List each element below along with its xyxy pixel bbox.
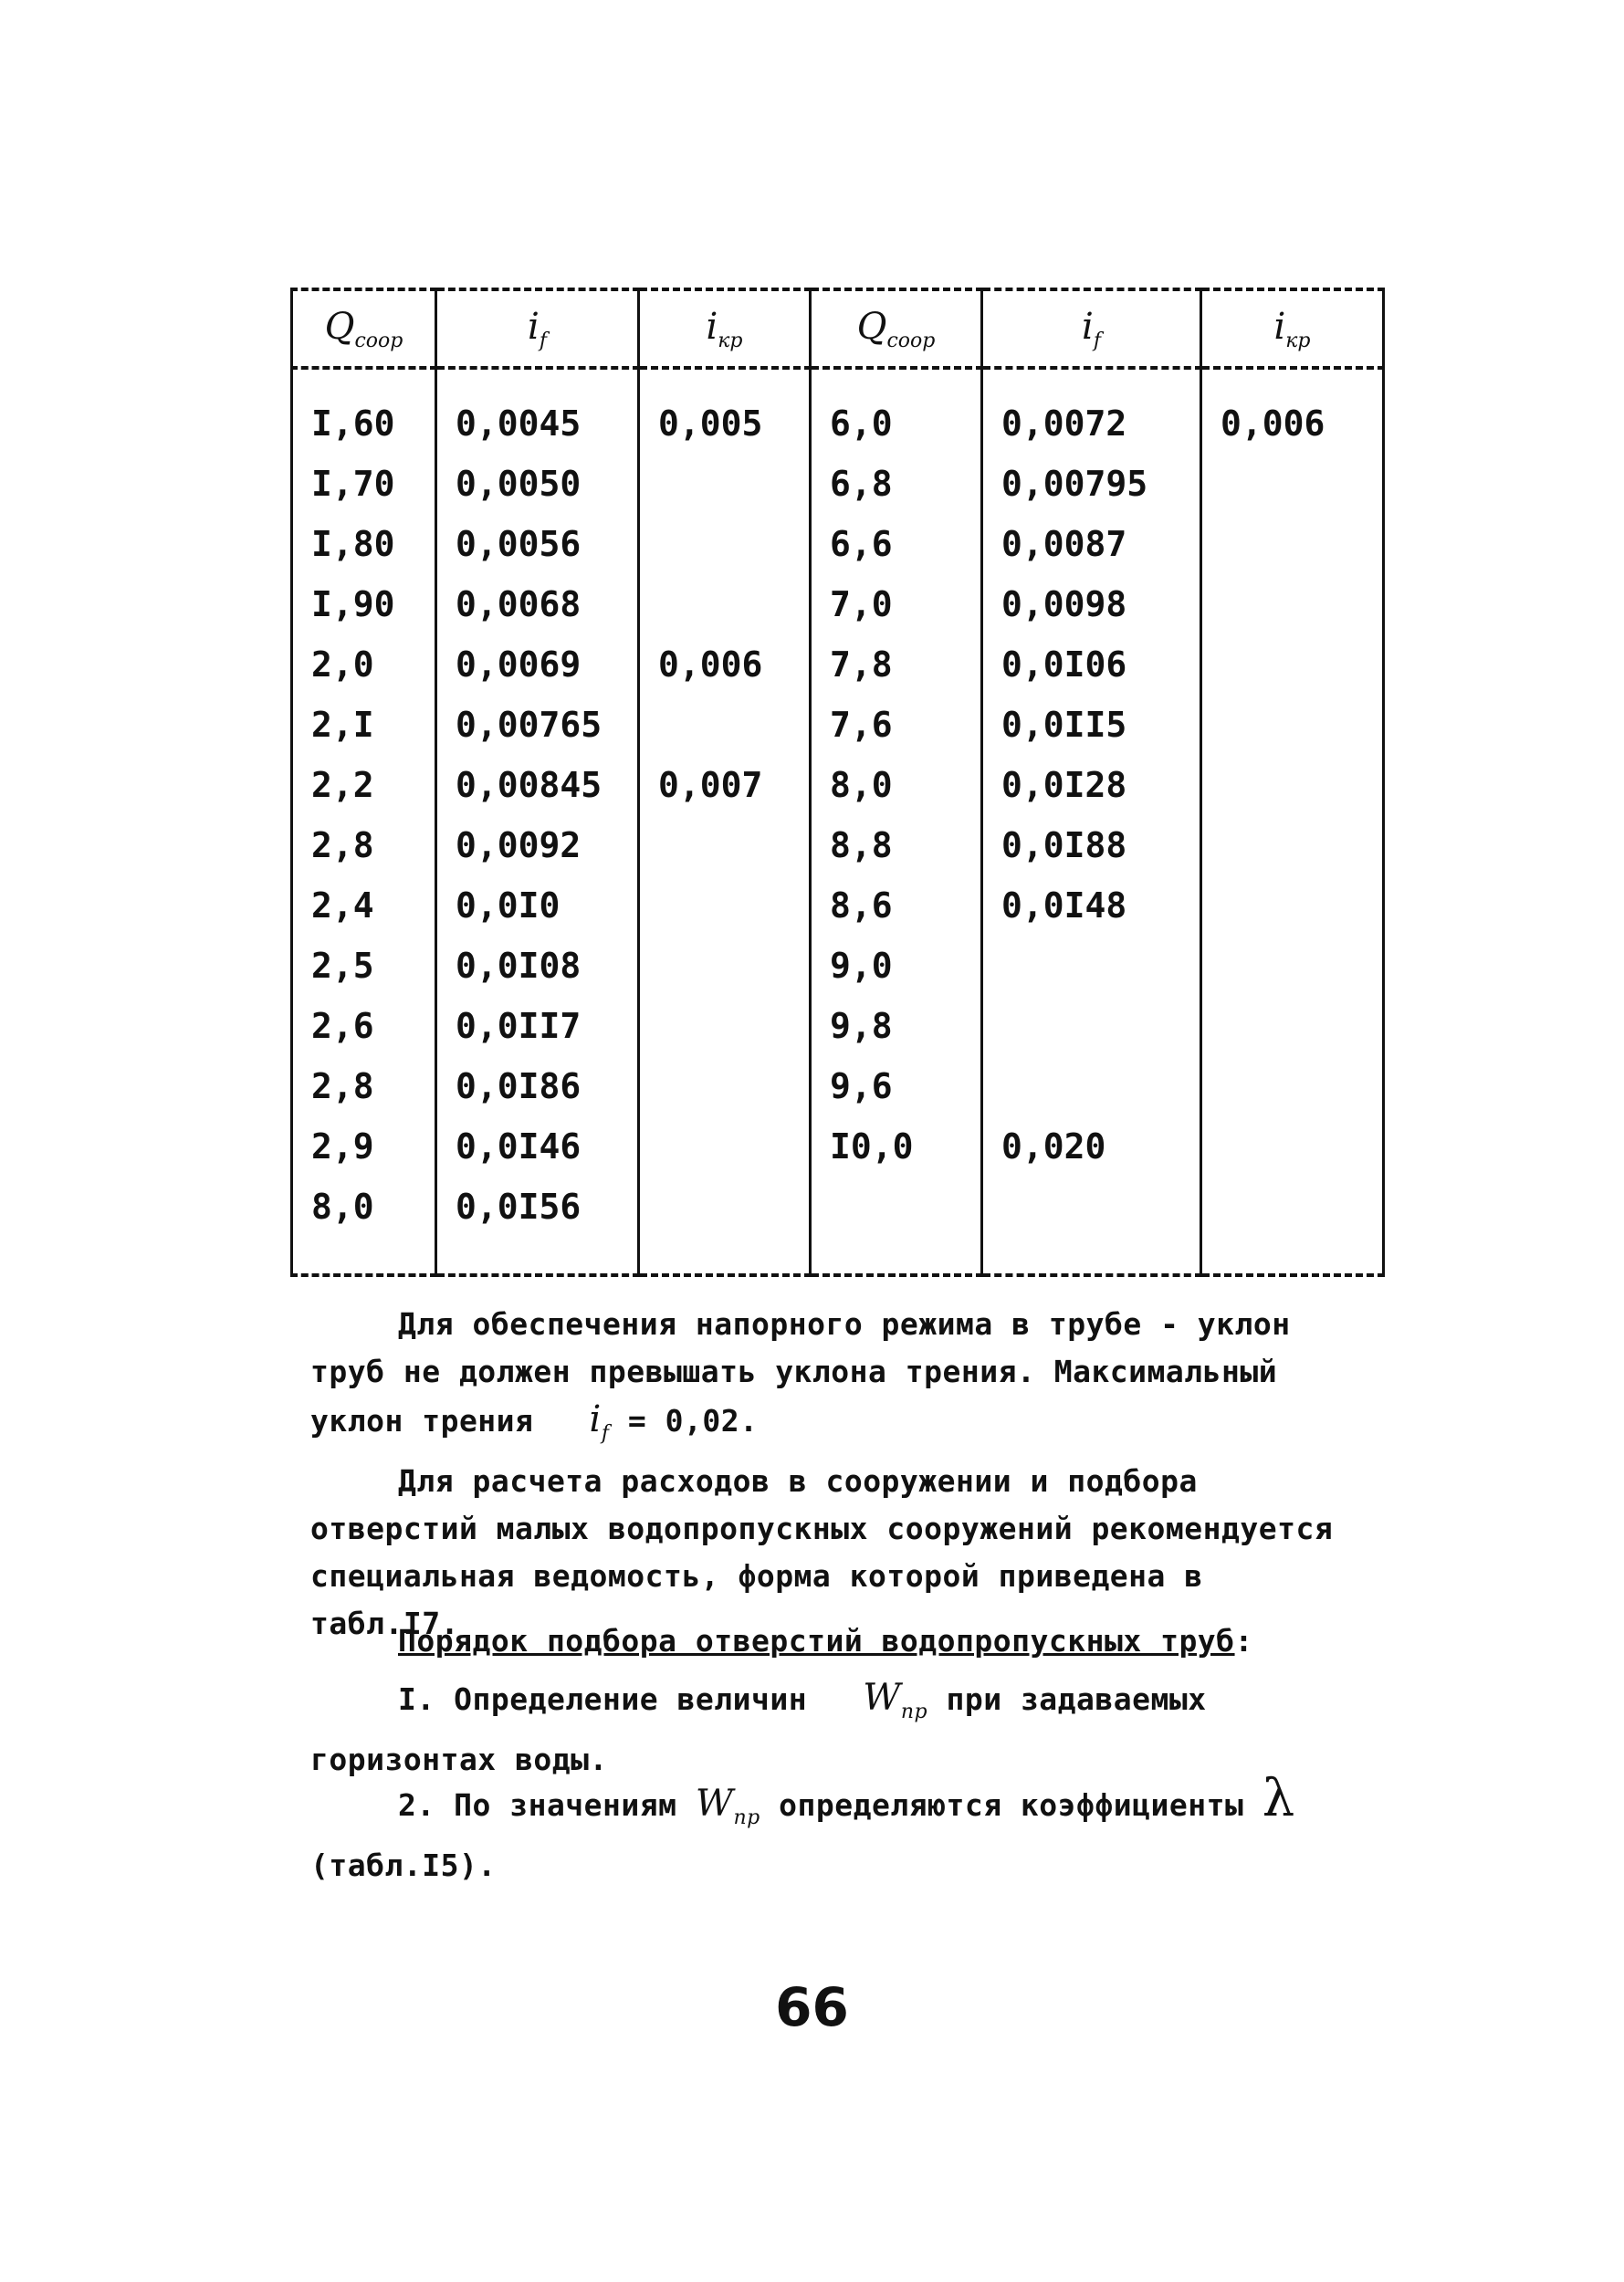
table-cell xyxy=(982,996,1201,1056)
table-cell: 8,0 xyxy=(811,755,982,815)
table-cell: 6,0 xyxy=(811,368,982,454)
table-cell xyxy=(1201,996,1384,1056)
w-symbol: $W_{пр}$ xyxy=(863,1677,928,1723)
table-cell xyxy=(1201,634,1384,695)
table-cell xyxy=(639,514,811,574)
table-cell xyxy=(1201,574,1384,634)
step-text: (табл.I5). xyxy=(310,1848,497,1883)
page-number: 66 xyxy=(775,1976,849,2038)
table-cell: 2,8 xyxy=(292,815,436,875)
table-cell: 0,0I56 xyxy=(436,1177,639,1237)
table-cell: 2,4 xyxy=(292,875,436,936)
table-cell: 0,0II5 xyxy=(982,695,1201,755)
table-cell xyxy=(639,1116,811,1177)
table-cell: 7,8 xyxy=(811,634,982,695)
friction-slope-symbol: $i_f$ xyxy=(589,1398,610,1445)
table-cell: 0,0I06 xyxy=(982,634,1201,695)
table-cell xyxy=(982,1177,1201,1237)
table-row xyxy=(292,1056,1384,1116)
table-cell: 8,0 xyxy=(292,1177,436,1237)
table-cell: 0,0I0 xyxy=(436,875,639,936)
table-cell: 6,6 xyxy=(811,514,982,574)
table-row xyxy=(292,996,1384,1056)
paragraph-text: Для обеспечения напорного режима в трубе - уклон труб не должен превышать уклона трения. Максимальный уклон трения xyxy=(310,1306,1291,1439)
table-cell xyxy=(639,1056,811,1116)
table-cell xyxy=(1201,755,1384,815)
table-row xyxy=(292,634,1384,695)
table-body xyxy=(292,368,1384,1275)
table-cell: 0,0087 xyxy=(982,514,1201,574)
table-cell: 7,6 xyxy=(811,695,982,755)
table-cell xyxy=(639,996,811,1056)
paragraph-friction-slope xyxy=(310,1301,1351,1458)
table-cell xyxy=(1201,815,1384,875)
table-cell: 0,00845 xyxy=(436,755,639,815)
table-cell xyxy=(639,574,811,634)
column-header: $i_{кр}$ xyxy=(1201,289,1384,368)
table-cell xyxy=(639,815,811,875)
table-cell: 0,0045 xyxy=(436,368,639,454)
table-header-row xyxy=(292,289,1384,368)
table-cell: 2,0 xyxy=(292,634,436,695)
table-cell: 0,0098 xyxy=(982,574,1201,634)
table-cell: 2,I xyxy=(292,695,436,755)
table-cell: 2,5 xyxy=(292,936,436,996)
heading-text: Порядок подбора отверстий водопропускных труб xyxy=(398,1623,1235,1659)
table-row xyxy=(292,514,1384,574)
step-text: 2. По значениям xyxy=(398,1787,677,1823)
table-row xyxy=(292,1116,1384,1177)
table-cell xyxy=(639,1177,811,1237)
table-cell: I0,0 xyxy=(811,1116,982,1177)
table-cell: 0,0092 xyxy=(436,815,639,875)
table-cell: 0,0I88 xyxy=(982,815,1201,875)
table-cell xyxy=(811,1177,982,1237)
table-row xyxy=(292,368,1384,454)
table-cell: 0,0I28 xyxy=(982,755,1201,815)
table-cell: 0,0I46 xyxy=(436,1116,639,1177)
column-header: $Q_{соор}$ xyxy=(292,289,436,368)
table-row xyxy=(292,875,1384,936)
table-row xyxy=(292,454,1384,514)
step-text: определяются коэффициенты xyxy=(779,1787,1244,1823)
column-header: $Q_{соор}$ xyxy=(811,289,982,368)
table-cell: 0,005 xyxy=(639,368,811,454)
table-bottom-border xyxy=(292,1237,1384,1275)
table-cell xyxy=(1201,514,1384,574)
table-cell xyxy=(1201,695,1384,755)
step-text: при задаваемых горизонтах воды. xyxy=(310,1681,1207,1777)
table-cell xyxy=(1201,1116,1384,1177)
table-row xyxy=(292,936,1384,996)
table-row xyxy=(292,574,1384,634)
table-cell: I,60 xyxy=(292,368,436,454)
table-cell: 0,00765 xyxy=(436,695,639,755)
step-text: I. Определение величин xyxy=(398,1681,808,1717)
table-cell: 9,8 xyxy=(811,996,982,1056)
table-cell xyxy=(639,454,811,514)
table-cell: 2,9 xyxy=(292,1116,436,1177)
table-cell: 0,0050 xyxy=(436,454,639,514)
section-heading: Порядок подбора отверстий водопропускных труб: xyxy=(398,1623,1253,1659)
slope-table xyxy=(290,288,1385,1277)
column-header: $i_{кр}$ xyxy=(639,289,811,368)
lambda-symbol: λ xyxy=(1262,1769,1295,1828)
table-cell xyxy=(639,936,811,996)
paragraph-text: = 0,02. xyxy=(627,1403,759,1439)
table-cell: 0,006 xyxy=(639,634,811,695)
column-header: $i_f$ xyxy=(982,289,1201,368)
table-cell: 8,6 xyxy=(811,875,982,936)
table-cell xyxy=(1201,1056,1384,1116)
table-cell: 0,007 xyxy=(639,755,811,815)
step-1 xyxy=(310,1674,1351,1784)
table-cell: 2,6 xyxy=(292,996,436,1056)
table-cell: 7,0 xyxy=(811,574,982,634)
table-cell xyxy=(1201,936,1384,996)
step-2 xyxy=(310,1769,1351,1889)
table-cell xyxy=(639,695,811,755)
table-cell xyxy=(982,936,1201,996)
table-cell: 0,0072 xyxy=(982,368,1201,454)
table-cell: 0,00795 xyxy=(982,454,1201,514)
table-cell: 0,020 xyxy=(982,1116,1201,1177)
table-row xyxy=(292,695,1384,755)
table-cell: 6,8 xyxy=(811,454,982,514)
table-row xyxy=(292,755,1384,815)
table-cell: 0,006 xyxy=(1201,368,1384,454)
table-cell: 0,0056 xyxy=(436,514,639,574)
paragraph-text: Для расчета расходов в сооружении и подбора отверстий малых водопропускных сооружений рекомендуется специальная ведомость, форма которой приведена в табл.I7. xyxy=(310,1463,1334,1641)
table-cell xyxy=(1201,1177,1384,1237)
table-cell: 0,0I08 xyxy=(436,936,639,996)
table-row xyxy=(292,815,1384,875)
table-cell: 0,0I86 xyxy=(436,1056,639,1116)
table-cell xyxy=(1201,875,1384,936)
table-cell: 2,2 xyxy=(292,755,436,815)
table-cell: 0,0I48 xyxy=(982,875,1201,936)
table-cell: I,70 xyxy=(292,454,436,514)
table-cell: 0,0069 xyxy=(436,634,639,695)
table-cell xyxy=(982,1056,1201,1116)
table-cell: I,90 xyxy=(292,574,436,634)
table-cell: 9,0 xyxy=(811,936,982,996)
table-cell: 0,0II7 xyxy=(436,996,639,1056)
table-cell xyxy=(639,875,811,936)
table-row xyxy=(292,1177,1384,1237)
w-symbol: $W_{пр}$ xyxy=(695,1783,760,1829)
table-cell: 0,0068 xyxy=(436,574,639,634)
column-header: $i_f$ xyxy=(436,289,639,368)
table-cell: I,80 xyxy=(292,514,436,574)
table-cell: 9,6 xyxy=(811,1056,982,1116)
table-cell: 8,8 xyxy=(811,815,982,875)
table-cell: 2,8 xyxy=(292,1056,436,1116)
table-cell xyxy=(1201,454,1384,514)
